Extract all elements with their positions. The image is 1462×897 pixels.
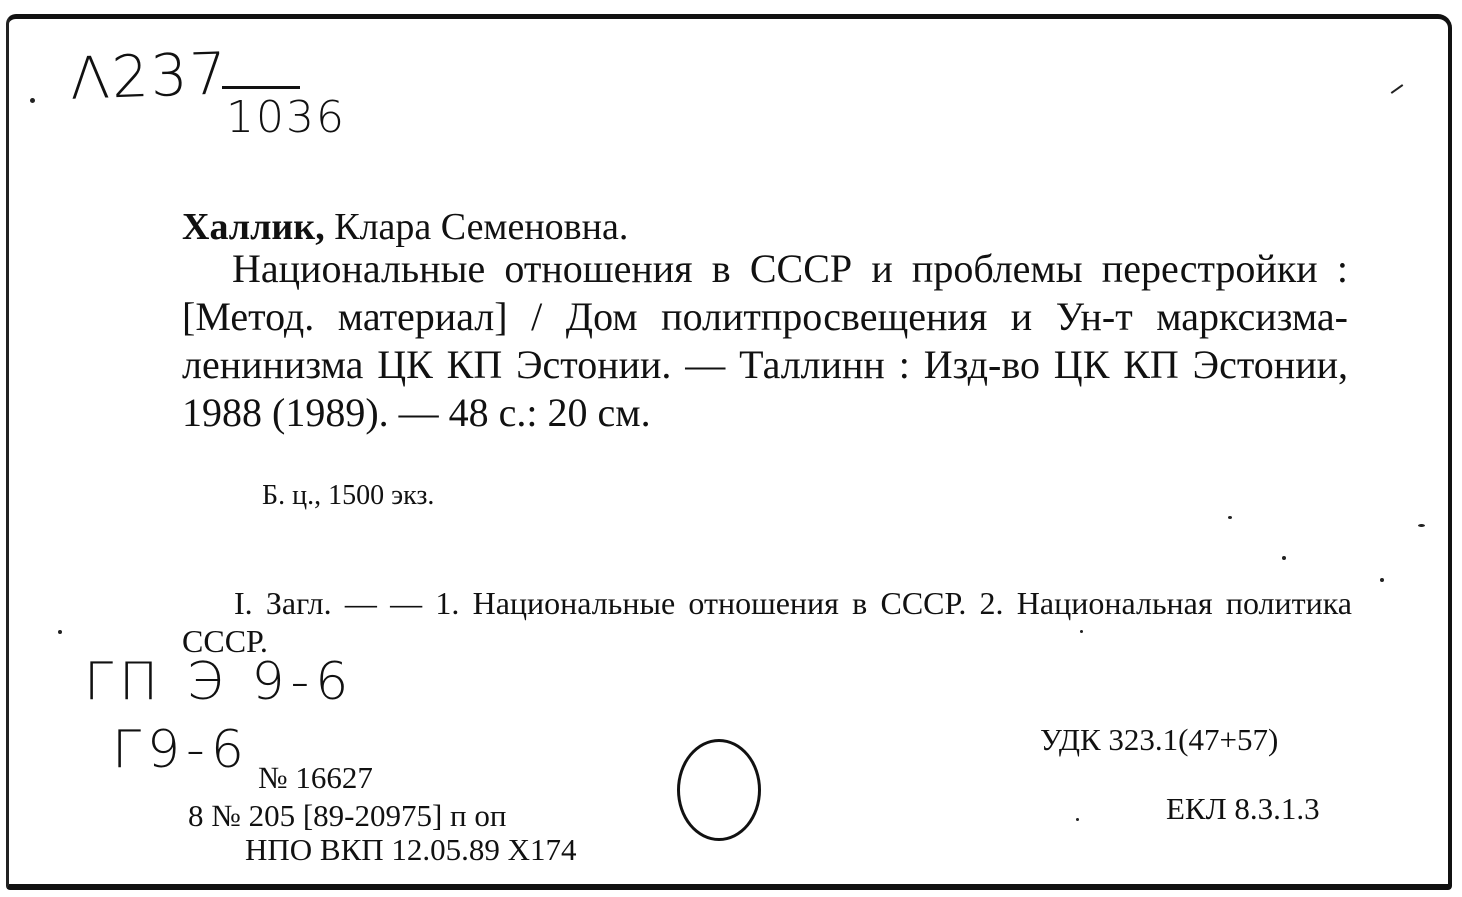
udk-code: УДК 323.1(47+57) (1040, 722, 1279, 757)
fraction-line (222, 86, 300, 89)
price-note: Б. ц., 1500 экз. (262, 480, 435, 511)
speck (58, 630, 62, 634)
handwritten-shelf-mark-1: ГП Э 9-6 (84, 652, 355, 712)
speck (1380, 578, 1384, 582)
record-number: № 16627 (258, 760, 373, 795)
order-line: 8 № 205 [89-20975] п оп (188, 798, 507, 833)
publisher-line: НПО ВКП 12.05.89 Х174 (245, 832, 577, 867)
author-surname: Халлик, (182, 206, 325, 248)
tracings: I. Загл. — — 1. Национальные отношения в СССР. 2. Национальная политика СССР. (182, 585, 1352, 659)
handwritten-call-number-denominator: 1036 (226, 92, 346, 143)
speck (30, 98, 35, 103)
speck (1282, 556, 1286, 560)
speck (1080, 630, 1083, 633)
speck (1228, 516, 1232, 519)
handwritten-shelf-mark-2: Г9-6 (112, 720, 250, 780)
speck (1418, 524, 1425, 527)
author-heading (182, 205, 628, 249)
ekl-code: ЕКЛ 8.3.1.3 (1166, 791, 1320, 826)
speck (1076, 818, 1079, 821)
stamp-circle (677, 739, 761, 841)
handwritten-call-number: Λ237 (68, 39, 230, 113)
bibliographic-description: Национальные отношения в СССР и проблемы перестройки : [Метод. материал] / Дом политпросвещения и Ун-т марксизма-ленинизма ЦК КП Эстонии. — Таллинн : Изд-во ЦК КП Эстонии, 1988 (1989). — 48 с.: 20 см. (182, 246, 1348, 435)
author-given-names: Клара Семеновна. (334, 206, 629, 248)
